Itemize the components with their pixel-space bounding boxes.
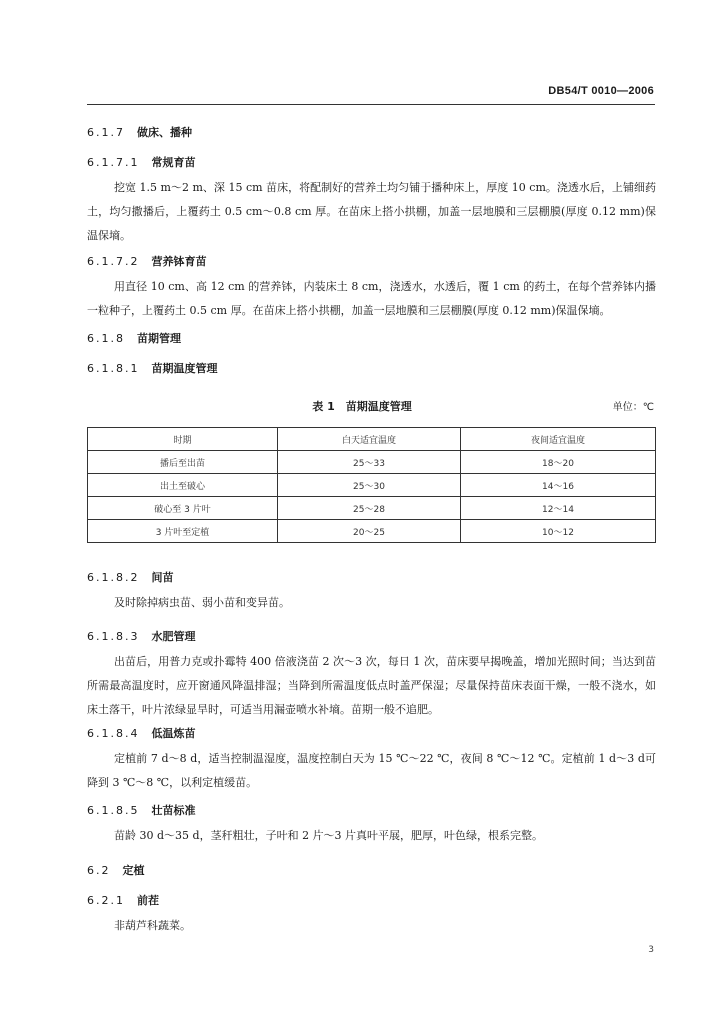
table-cell: 25～33 <box>278 451 461 474</box>
table-cell: 10～12 <box>461 520 656 543</box>
table-cell: 25～30 <box>278 474 461 497</box>
table-cell: 破心至 3 片叶 <box>88 497 278 520</box>
heading-6-2-1: 6.2.1 前茬 <box>87 894 159 907</box>
heading-6-1-8-2: 6.1.8.2 间苗 <box>87 571 174 584</box>
header-cell: 时期 <box>88 428 278 451</box>
heading-6-1-7: 6.1.7 做床、播种 <box>87 126 192 139</box>
paragraph-6-1-7-1: 挖宽 1.5 m～2 m、深 15 cm 苗床，将配制好的营养土均匀铺于播种床上，厚度 10 cm。浇透水后，上铺细药土，均匀撒播后，上覆药土 0.5 cm～0.8 cm 厚。在苗床上搭小拱棚，加盖一层地膜和三层棚膜(厚度 0.12 mm)保温保墒。 <box>87 181 656 242</box>
table-header-row <box>88 428 656 451</box>
header-cell: 白天适宜温度 <box>278 428 461 451</box>
table-cell: 20～25 <box>278 520 461 543</box>
temperature-table <box>87 427 656 543</box>
table-cell: 14～16 <box>461 474 656 497</box>
paragraph-6-1-8-2: 及时除掉病虫苗、弱小苗和变异苗。 <box>114 596 290 609</box>
paragraph-6-1-8-4: 定植前 7 d～8 d，适当控制温湿度，温度控制白天为 15 ℃～22 ℃，夜间 8 ℃～12 ℃。定植前 1 d～3 d可降到 3 ℃～8 ℃，以利定植缓苗。 <box>87 752 656 789</box>
header-cell: 夜间适宜温度 <box>461 428 656 451</box>
paragraph-6-1-8-5: 苗龄 30 d～35 d，茎秆粗壮，子叶和 2 片～3 片真叶平展，肥厚，叶色绿，根系完整。 <box>114 829 544 842</box>
paragraph-6-1-7-2: 用直径 10 cm、高 12 cm 的营养钵，内装床土 8 cm，浇透水，水透后，覆 1 cm 的药土，在每个营养钵内播一粒种子，上覆药土 0.5 cm 厚。在苗床上搭小拱棚，加盖一层地膜和三层棚膜(厚度 0.12 mm)保温保墒。 <box>87 280 656 317</box>
table-cell: 18～20 <box>461 451 656 474</box>
heading-6-1-7-1: 6.1.7.1 常规育苗 <box>87 156 196 169</box>
heading-6-1-8-3: 6.1.8.3 水肥管理 <box>87 630 196 643</box>
table-unit: 单位：℃ <box>612 402 654 413</box>
paragraph-6-1-8-3: 出苗后，用普力克或扑霉特 400 倍液浇苗 2 次～3 次，每日 1 次，苗床要早揭晚盖，增加光照时间；当达到苗所需最高温度时，应开窗通风降温排湿；当降到所需温度低点时盖严保湿；尽量保持苗床表面干燥，一般不浇水，如床土落干，叶片浓绿显旱时，可适当用漏壶喷水补墒。苗期一般不追肥。 <box>87 655 656 716</box>
standard-code: DB54/T 0010—2006 <box>548 85 654 97</box>
table-row <box>88 474 656 497</box>
header-rule <box>87 104 655 105</box>
heading-6-1-8-4: 6.1.8.4 低温炼苗 <box>87 727 196 740</box>
table-cell: 3 片叶至定植 <box>88 520 278 543</box>
heading-6-1-8-5: 6.1.8.5 壮苗标准 <box>87 804 196 817</box>
table-row <box>88 497 656 520</box>
table-cell: 出土至破心 <box>88 474 278 497</box>
table-caption: 表 1 苗期温度管理 <box>312 400 412 413</box>
table-cell: 12～14 <box>461 497 656 520</box>
paragraph-6-2-1: 非葫芦科蔬菜。 <box>114 919 191 932</box>
heading-6-1-7-2: 6.1.7.2 营养钵育苗 <box>87 255 207 268</box>
table-cell: 25～28 <box>278 497 461 520</box>
table-row <box>88 520 656 543</box>
table-row <box>88 451 656 474</box>
table-cell: 播后至出苗 <box>88 451 278 474</box>
page-number: 3 <box>648 945 654 955</box>
heading-6-1-8-1: 6.1.8.1 苗期温度管理 <box>87 362 218 375</box>
heading-6-2: 6.2 定植 <box>87 864 145 877</box>
heading-6-1-8: 6.1.8 苗期管理 <box>87 332 181 345</box>
